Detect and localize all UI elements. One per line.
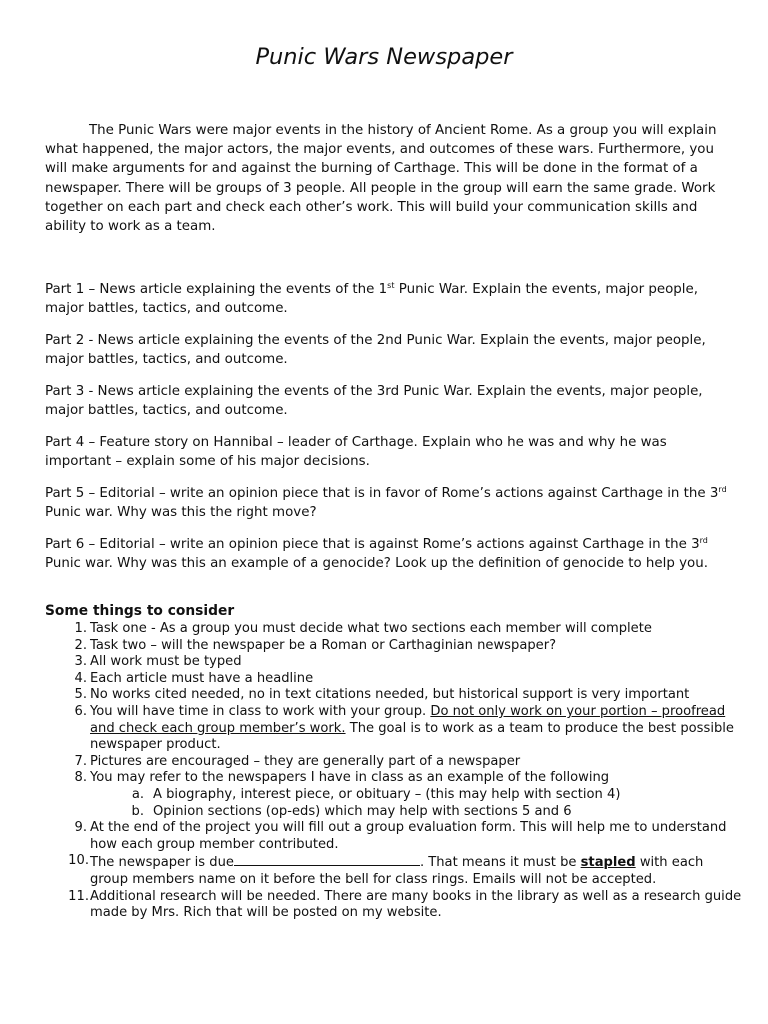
list-number: 9.: [74, 820, 87, 836]
list-text: Each article must have a headline: [90, 670, 314, 686]
part-4: Part 4 – Feature story on Hannibal – leader of Carthage. Explain who he was and why he was important – explain some of his major decisions.: [45, 435, 667, 470]
bold-underlined-text: stapled: [580, 855, 636, 871]
sub-list-text: Opinion sections (op-eds) which may help with sections 5 and 6: [153, 803, 572, 819]
part-5-sup: rd: [718, 485, 727, 494]
part-6-text: Part 6 – Editorial – write an opinion piece that is against Rome’s actions against Carthage in the 3: [45, 537, 700, 552]
list-text: Additional research will be needed. There are many books in the library as well as a research guide made by Mrs. Rich that will be posted on my website.: [90, 888, 742, 921]
list-text-cont: The goal is to work as a team to produce the best possible newspaper product.: [90, 720, 734, 753]
list-item: [45, 704, 745, 754]
list-text: At the end of the project you will fill out a group evaluation form. This will help me to understand how each group member contributed.: [90, 820, 727, 852]
list-text-end: with each group members name on it before the bell for class rings. Emails will not be accepted.: [90, 855, 704, 887]
list-item: [45, 621, 745, 638]
part-3: Part 3 - News article explaining the events of the 3rd Punic War. Explain the events, major people, major battles, tactics, and outcome.: [45, 384, 703, 419]
part-5: [45, 484, 735, 522]
due-date-blank: [234, 853, 420, 866]
intro-text: The Punic Wars were major events in the history of Ancient Rome. As a group you will explain what happened, the major actors, the major events, and outcomes of these wars. Furthermore, you will make arguments for and against the burning of Carthage. This will be done in the format of a newspaper. There will be groups of 3 people. All people in the group will earn the same grade. Work together on each part and check each other’s work. This will build your communication skills and ability to work as a team.: [45, 123, 717, 235]
list-number: 6.: [74, 703, 87, 719]
part-1: [45, 280, 735, 318]
list-number: 1.: [74, 621, 87, 636]
list-number: 8.: [74, 770, 87, 786]
part-6-sup: rd: [699, 536, 708, 545]
list-text: No works cited needed, no in text citations needed, but historical support is very important: [90, 687, 690, 703]
list-number: 5.: [74, 687, 87, 703]
list-text: You may refer to the newspapers I have in class as an example of the following: [90, 770, 610, 786]
part-1-text: Part 1 – News article explaining the events of the 1: [45, 282, 388, 297]
sub-list-letter: b.: [131, 803, 144, 819]
list-text: The newspaper is due: [90, 855, 234, 871]
sub-list-letter: a.: [131, 786, 144, 802]
part-5-text-cont: Punic war. Why was this the right move?: [45, 505, 317, 521]
intro-paragraph: [45, 121, 735, 236]
list-item: [45, 889, 745, 922]
list-text: Task two – will the newspaper be a Roman or Carthaginian newspaper?: [90, 637, 557, 653]
list-number: 4.: [74, 670, 87, 686]
underlined-text: Do not only work on your portion – proofread and check each group member’s work.: [90, 703, 726, 736]
list-text: You will have time in class to work with your group.: [90, 703, 431, 719]
list-item: [45, 754, 745, 771]
list-item: [45, 853, 745, 888]
sub-list: [90, 787, 745, 820]
part-1-sup: st: [387, 281, 395, 290]
list-item: [45, 671, 745, 688]
list-text: All work must be typed: [90, 654, 242, 670]
list-text: Task one - As a group you must decide what two sections each member will complete: [90, 621, 652, 636]
sub-list-item: [90, 804, 745, 821]
list-text-cont: . That means it must be: [419, 855, 581, 871]
list-item: [45, 638, 745, 655]
list-text: Pictures are encouraged – they are generally part of a newspaper: [90, 753, 521, 769]
consider-heading: Some things to consider: [45, 603, 235, 619]
list-item: [45, 770, 745, 820]
part-5-text: Part 5 – Editorial – write an opinion piece that is in favor of Rome’s actions against Carthage in the 3: [45, 486, 719, 501]
part-1-text-cont: Punic War. Explain the events, major people, major battles, tactics, and outcome.: [45, 282, 698, 317]
list-number: 10.: [68, 853, 89, 869]
part-2: Part 2 - News article explaining the events of the 2nd Punic War. Explain the events, major people, major battles, tactics, and outcome.: [45, 333, 706, 368]
list-item: [45, 820, 745, 853]
list-number: 3.: [74, 654, 87, 670]
list-number: 2.: [74, 637, 87, 653]
sub-list-item: [90, 787, 745, 804]
list-item: [45, 687, 745, 704]
list-item: [45, 654, 745, 671]
list-number: 7.: [74, 753, 87, 769]
part-6-text-cont: Punic war. Why was this an example of a genocide? Look up the definition of genocide to help you.: [45, 556, 708, 572]
list-number: 11.: [68, 888, 89, 904]
page-title: Punic Wars Newspaper: [255, 44, 513, 70]
part-6: [45, 535, 735, 573]
considerations-list: [45, 621, 745, 922]
sub-list-text: A biography, interest piece, or obituary – (this may help with section 4): [153, 786, 621, 802]
